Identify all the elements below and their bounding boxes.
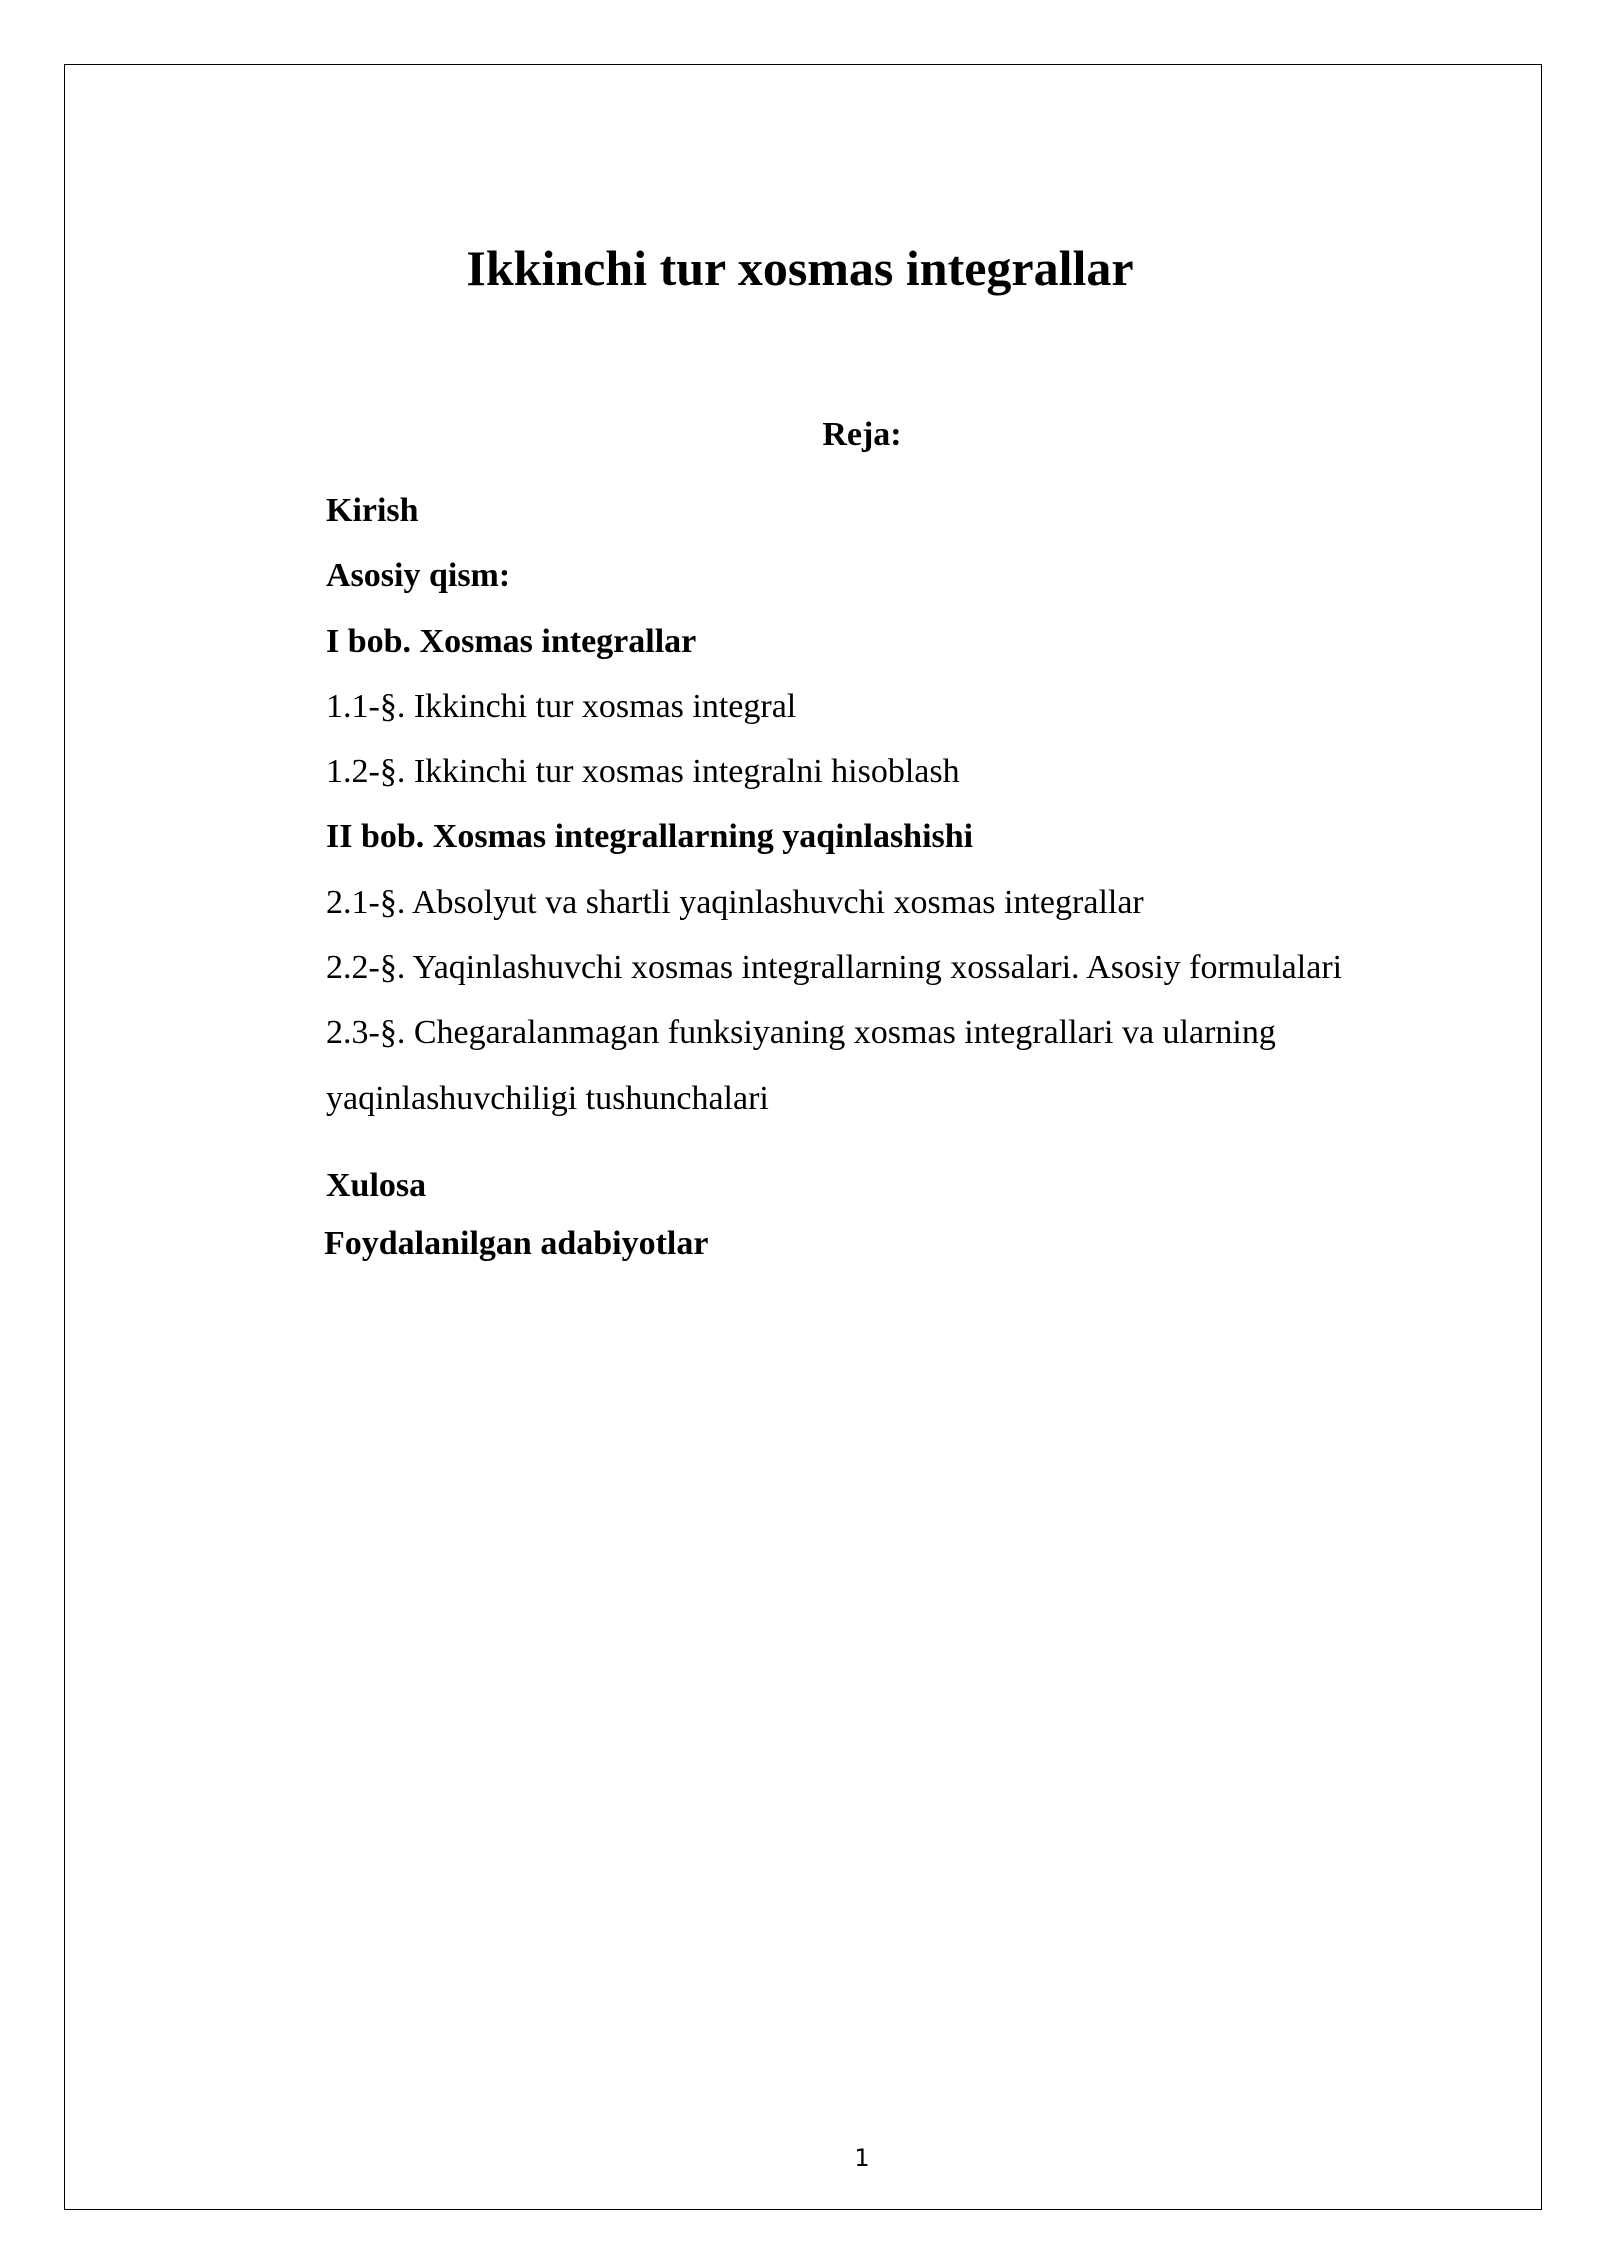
toc-intro: Kirish (326, 492, 419, 529)
toc-references: Foydalanilgan adabiyotlar (324, 1225, 709, 1263)
toc-section-2-3-line-2: yaqinlashuvchiligi tushunchalari (326, 1079, 769, 1117)
toc-section-1-2: 1.2-§. Ikkinchi tur xosmas integralni hisoblash (326, 753, 960, 791)
toc-chapter-2: II bob. Xosmas integrallarning yaqinlashishi (326, 818, 974, 856)
toc-main-part: Asosiy qism: (326, 557, 511, 595)
toc-conclusion: Xulosa (326, 1166, 427, 1204)
page-number: 1 (854, 2144, 870, 2172)
document-title: Ikkinchi tur xosmas integrallar (466, 240, 1134, 296)
toc-section-2-3-line-1: 2.3-§. Chegaralanmagan funksiyaning xosmas integrallari va ularning (326, 1014, 1276, 1052)
plan-heading: Reja: (822, 416, 902, 453)
toc-section-1-1: 1.1-§. Ikkinchi tur xosmas integral (326, 687, 797, 725)
toc-section-2-2: 2.2-§. Yaqinlashuvchi xosmas integrallarning xossalari. Asosiy formulalari (326, 949, 1343, 987)
table-of-contents (326, 478, 1476, 1270)
toc-spacer (326, 1131, 1476, 1153)
toc-section-2-1: 2.1-§. Absolyut va shartli yaqinlashuvchi xosmas integrallar (326, 883, 1144, 921)
toc-chapter-1: I bob. Xosmas integrallar (326, 622, 697, 660)
